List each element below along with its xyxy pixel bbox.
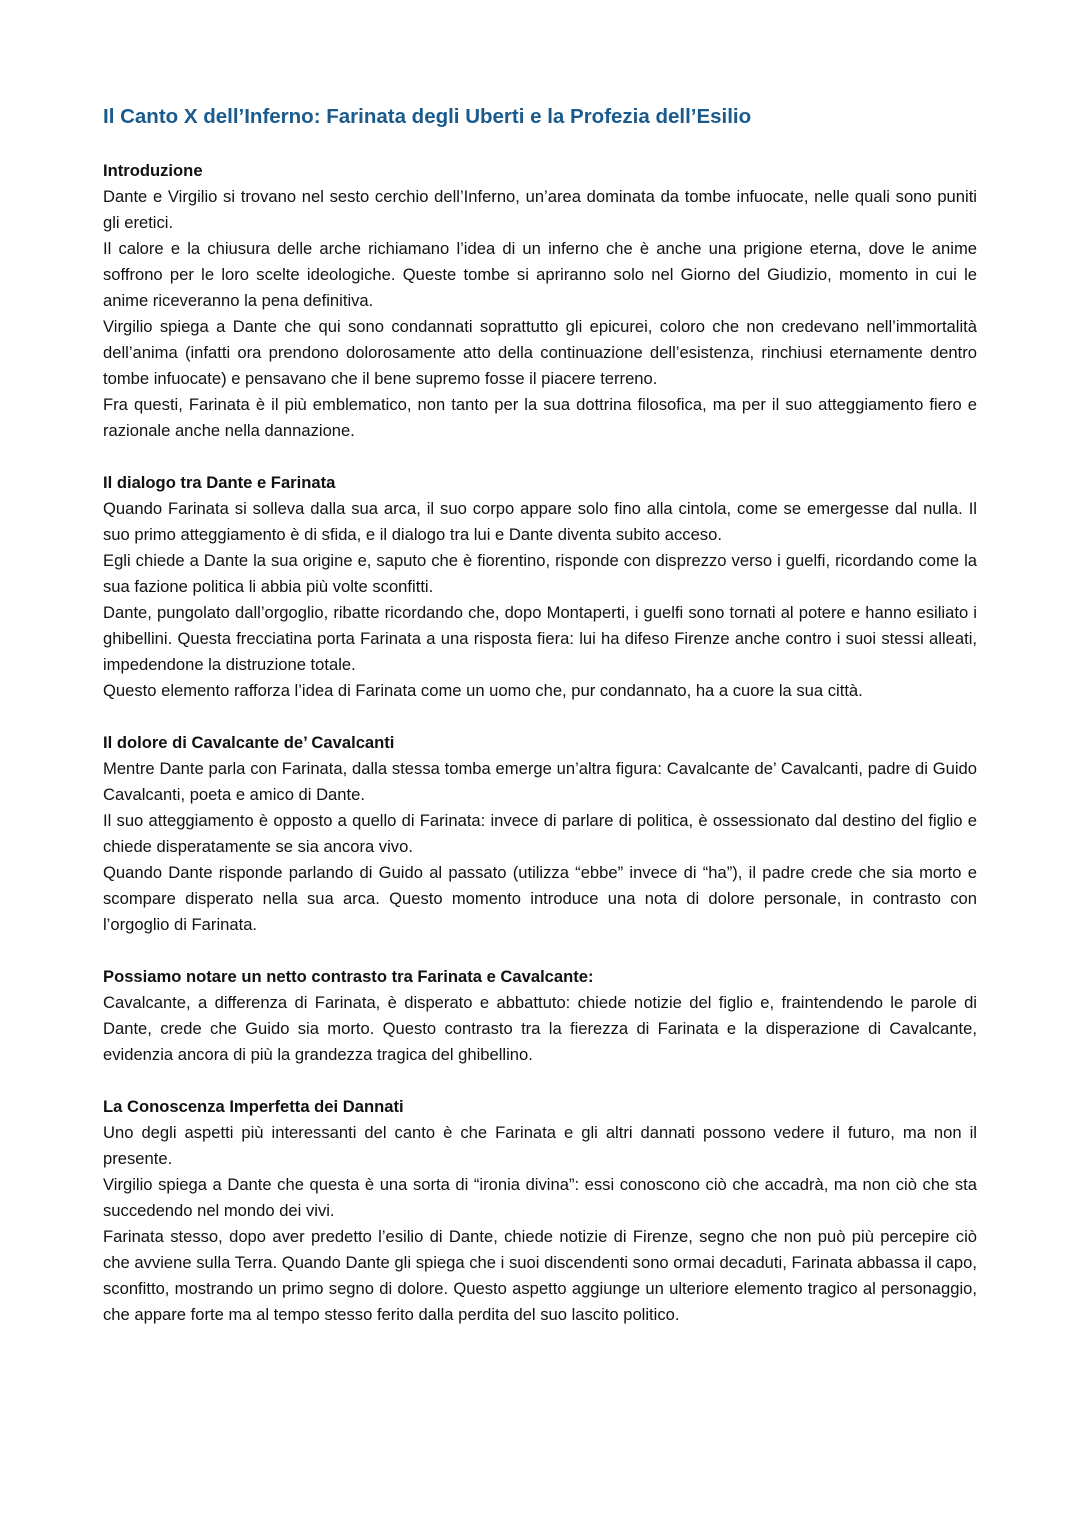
paragraph: Virgilio spiega a Dante che qui sono condannati soprattutto gli epicurei, coloro che non credevano nell’immortalità dell’anima (infatti ora prendono dolorosamente atto della continuazione dell’esistenza, rinchiusi eternamente dentro tombe infuocate) e pensavano che il bene supremo fosse il piacere terreno. <box>103 317 977 388</box>
document-title: Il Canto X dell’Inferno: Farinata degli Uberti e la Profezia dell’Esilio <box>103 105 752 128</box>
paragraph: Il calore e la chiusura delle arche richiamano l’idea di un inferno che è anche una prigione eterna, dove le anime soffrono per le loro scelte ideologiche. Queste tombe si apriranno solo nel Giorno del Giudizio, momento in cui le anime riceveranno la pena definitiva. <box>103 239 977 310</box>
section-heading: La Conoscenza Imperfetta dei Dannati <box>103 1097 404 1116</box>
paragraph: Farinata stesso, dopo aver predetto l’esilio di Dante, chiede notizie di Firenze, segno che non può più percepire ciò che avviene sulla Terra. Quando Dante gli spiega che i suoi discendenti sono ormai decaduti, Farinata abbassa il capo, sconfitto, mostrando un primo segno di dolore. Questo aspetto aggiunge un ulteriore elemento tragico al personaggio, che appare forte ma al tempo stesso ferito dalla perdita del suo lascito politico. <box>103 1227 977 1324</box>
section <box>103 730 977 938</box>
section-heading: Il dolore di Cavalcante de’ Cavalcanti <box>103 733 395 752</box>
paragraph: Il suo atteggiamento è opposto a quello di Farinata: invece di parlare di politica, è ossessionato dal destino del figlio e chiede disperatamente se sia ancora vivo. <box>103 811 977 856</box>
paragraph: Uno degli aspetti più interessanti del canto è che Farinata e gli altri dannati possono vedere il futuro, ma non il presente. <box>103 1123 977 1168</box>
paragraph: Virgilio spiega a Dante che questa è una sorta di “ironia divina”: essi conoscono ciò che accadrà, ma non ciò che sta succedendo nel mondo dei vivi. <box>103 1175 977 1220</box>
paragraph: Mentre Dante parla con Farinata, dalla stessa tomba emerge un’altra figura: Cavalcante de’ Cavalcanti, padre di Guido Cavalcanti, poeta e amico di Dante. <box>103 759 977 804</box>
section <box>103 470 977 704</box>
paragraph: Quando Dante risponde parlando di Guido al passato (utilizza “ebbe” invece di “ha”), il padre crede che sia morto e scompare disperato nella sua arca. Questo momento introduce una nota di dolore personale, in contrasto con l’orgoglio di Farinata. <box>103 863 977 934</box>
paragraph: Cavalcante, a differenza di Farinata, è disperato e abbattuto: chiede notizie del figlio e, fraintendendo le parole di Dante, crede che Guido sia morto. Questo contrasto tra la fierezza di Farinata e la disperazione di Cavalcante, evidenzia ancora di più la grandezza tragica del ghibellino. <box>103 993 977 1064</box>
section-heading: Il dialogo tra Dante e Farinata <box>103 473 336 492</box>
section-heading: Possiamo notare un netto contrasto tra Farinata e Cavalcante: <box>103 967 594 986</box>
paragraph: Egli chiede a Dante la sua origine e, saputo che è fiorentino, risponde con disprezzo verso i guelfi, ricordando come la sua fazione politica li abbia più volte sconfitti. <box>103 551 977 596</box>
paragraph: Questo elemento rafforza l’idea di Farinata come un uomo che, pur condannato, ha a cuore la sua città. <box>103 681 863 700</box>
document-body <box>103 158 977 1328</box>
paragraph: Fra questi, Farinata è il più emblematico, non tanto per la sua dottrina filosofica, ma per il suo atteggiamento fiero e razionale anche nella dannazione. <box>103 395 977 440</box>
section-heading: Introduzione <box>103 161 203 180</box>
section <box>103 964 977 1068</box>
section <box>103 158 977 444</box>
document-page <box>103 103 977 1354</box>
paragraph: Dante, pungolato dall’orgoglio, ribatte ricordando che, dopo Montaperti, i guelfi sono tornati al potere e hanno esiliato i ghibellini. Questa frecciatina porta Farinata a una risposta fiera: lui ha difeso Firenze anche contro i suoi stessi alleati, impedendone la distruzione totale. <box>103 603 977 674</box>
section <box>103 1094 977 1328</box>
paragraph: Dante e Virgilio si trovano nel sesto cerchio dell’Inferno, un’area dominata da tombe infuocate, nelle quali sono puniti gli eretici. <box>103 187 977 232</box>
paragraph: Quando Farinata si solleva dalla sua arca, il suo corpo appare solo fino alla cintola, come se emergesse dal nulla. Il suo primo atteggiamento è di sfida, e il dialogo tra lui e Dante diventa subito acceso. <box>103 499 977 544</box>
